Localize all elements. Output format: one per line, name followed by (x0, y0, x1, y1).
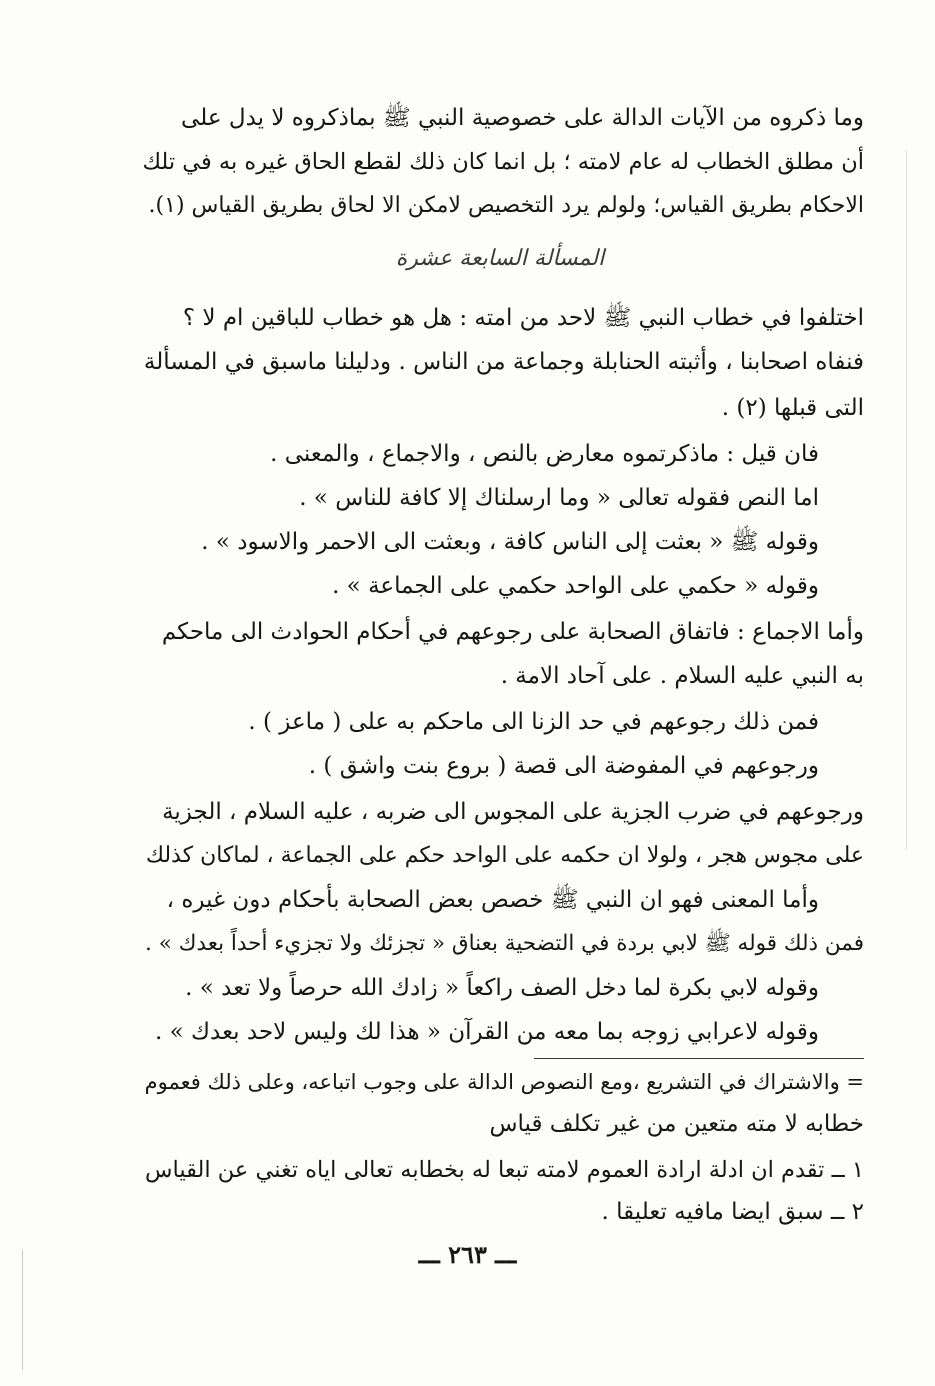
body-line-1: اختلفوا في خطاب النبي ﷺ لاحد من امته : هل هو خطاب للباقين ام لا ؟ (182, 305, 864, 331)
body-line-7: وقوله « حكمي على الواحد حكمي على الجماعة » . (332, 573, 819, 599)
body-line-14: وأما المعنى فهو ان النبي ﷺ خصص بعض الصحابة بأحكام دون غيره ، (166, 887, 819, 913)
intro-line-2: أن مطلق الخطاب له عام لامته ؛ بل انما كان ذلك لقطع الحاق غيره به في تلك (142, 149, 864, 175)
body-line-5: اما النص فقوله تعالى « وما ارسلناك إلا كافة للناس » . (299, 485, 819, 511)
body-line-3: التى قبلها (٢) . (721, 395, 864, 421)
body-line-9: به النبي عليه السلام . على آحاد الامة . (500, 663, 864, 689)
body-line-13: على مجوس هجر ، ولولا ان حكمه على الواحد حكم على الجماعة ، لماكان كذلك (145, 843, 864, 868)
body-line-6: وقوله ﷺ « بعثت إلى الناس كافة ، وبعثت الى الاحمر والاسود » . (201, 529, 819, 555)
footnote-line-4: ٢ ــ سبق ايضا مافيه تعليقا . (601, 1199, 864, 1225)
section-heading: المسألة السابعة عشرة (395, 246, 605, 271)
body-line-10: فمن ذلك رجوعهم في حد الزنا الى ماحكم به على ( ماعز ) . (248, 709, 819, 735)
body-line-2: فنفاه اصحابنا ، وأثبته الحنابلة وجماعة من الناس . ودليلنا ماسبق في المسألة (143, 349, 864, 375)
page-number: ـــ ٢٦٣ ـــ (418, 1240, 517, 1269)
body-line-15: فمن ذلك قوله ﷺ لابي بردة في التضحية بعناق « تجزئك ولا تجزيء أحداً بعدك » . (145, 931, 864, 956)
body-line-11: ورجوعهم في المفوضة الى قصة ( بروع بنت واشق ) . (308, 753, 819, 779)
footnote-separator (534, 1058, 864, 1059)
scan-artifact-right (906, 150, 907, 850)
body-line-17: وقوله لاعرابي زوجه بما معه من القرآن « هذا لك وليس لاحد بعدك » . (155, 1019, 819, 1045)
body-line-16: وقوله لابي بكرة لما دخل الصف راكعاً « زادك الله حرصاً ولا تعد » . (185, 975, 819, 1001)
intro-line-3: الاحكام بطريق القياس؛ ولولم يرد التخصيص لامكن الا لحاق بطريق القياس (١). (148, 193, 864, 218)
body-line-4: فان قيل : ماذكرتموه معارض بالنص ، والاجماع ، والمعنى . (270, 441, 819, 467)
body-line-12: ورجوعهم في ضرب الجزية على المجوس الى ضربه ، عليه السلام ، الجزية (162, 799, 864, 825)
body-line-8: وأما الاجماع : فاتفاق الصحابة على رجوعهم في أحكام الحوادث الى ماحكم (161, 619, 864, 645)
intro-line-1: وما ذكروه من الآيات الدالة على خصوصية النبي ﷺ بماذكروه لا يدل على (181, 105, 864, 131)
main-text (136, 0, 864, 1386)
footnote-line-3: ١ ــ تقدم ان ادلة ارادة العموم لامته تبعا له بخطابه تعالى اياه تغني عن القياس (145, 1157, 864, 1183)
footnote-line-2: خطابه لا مته متعين من غير تكلف قياس (489, 1111, 864, 1137)
footnote-line-1: = والاشتراك في التشريع ،ومع النصوص الدالة على وجوب اتباعه، وعلى ذلك فعموم (144, 1070, 864, 1094)
